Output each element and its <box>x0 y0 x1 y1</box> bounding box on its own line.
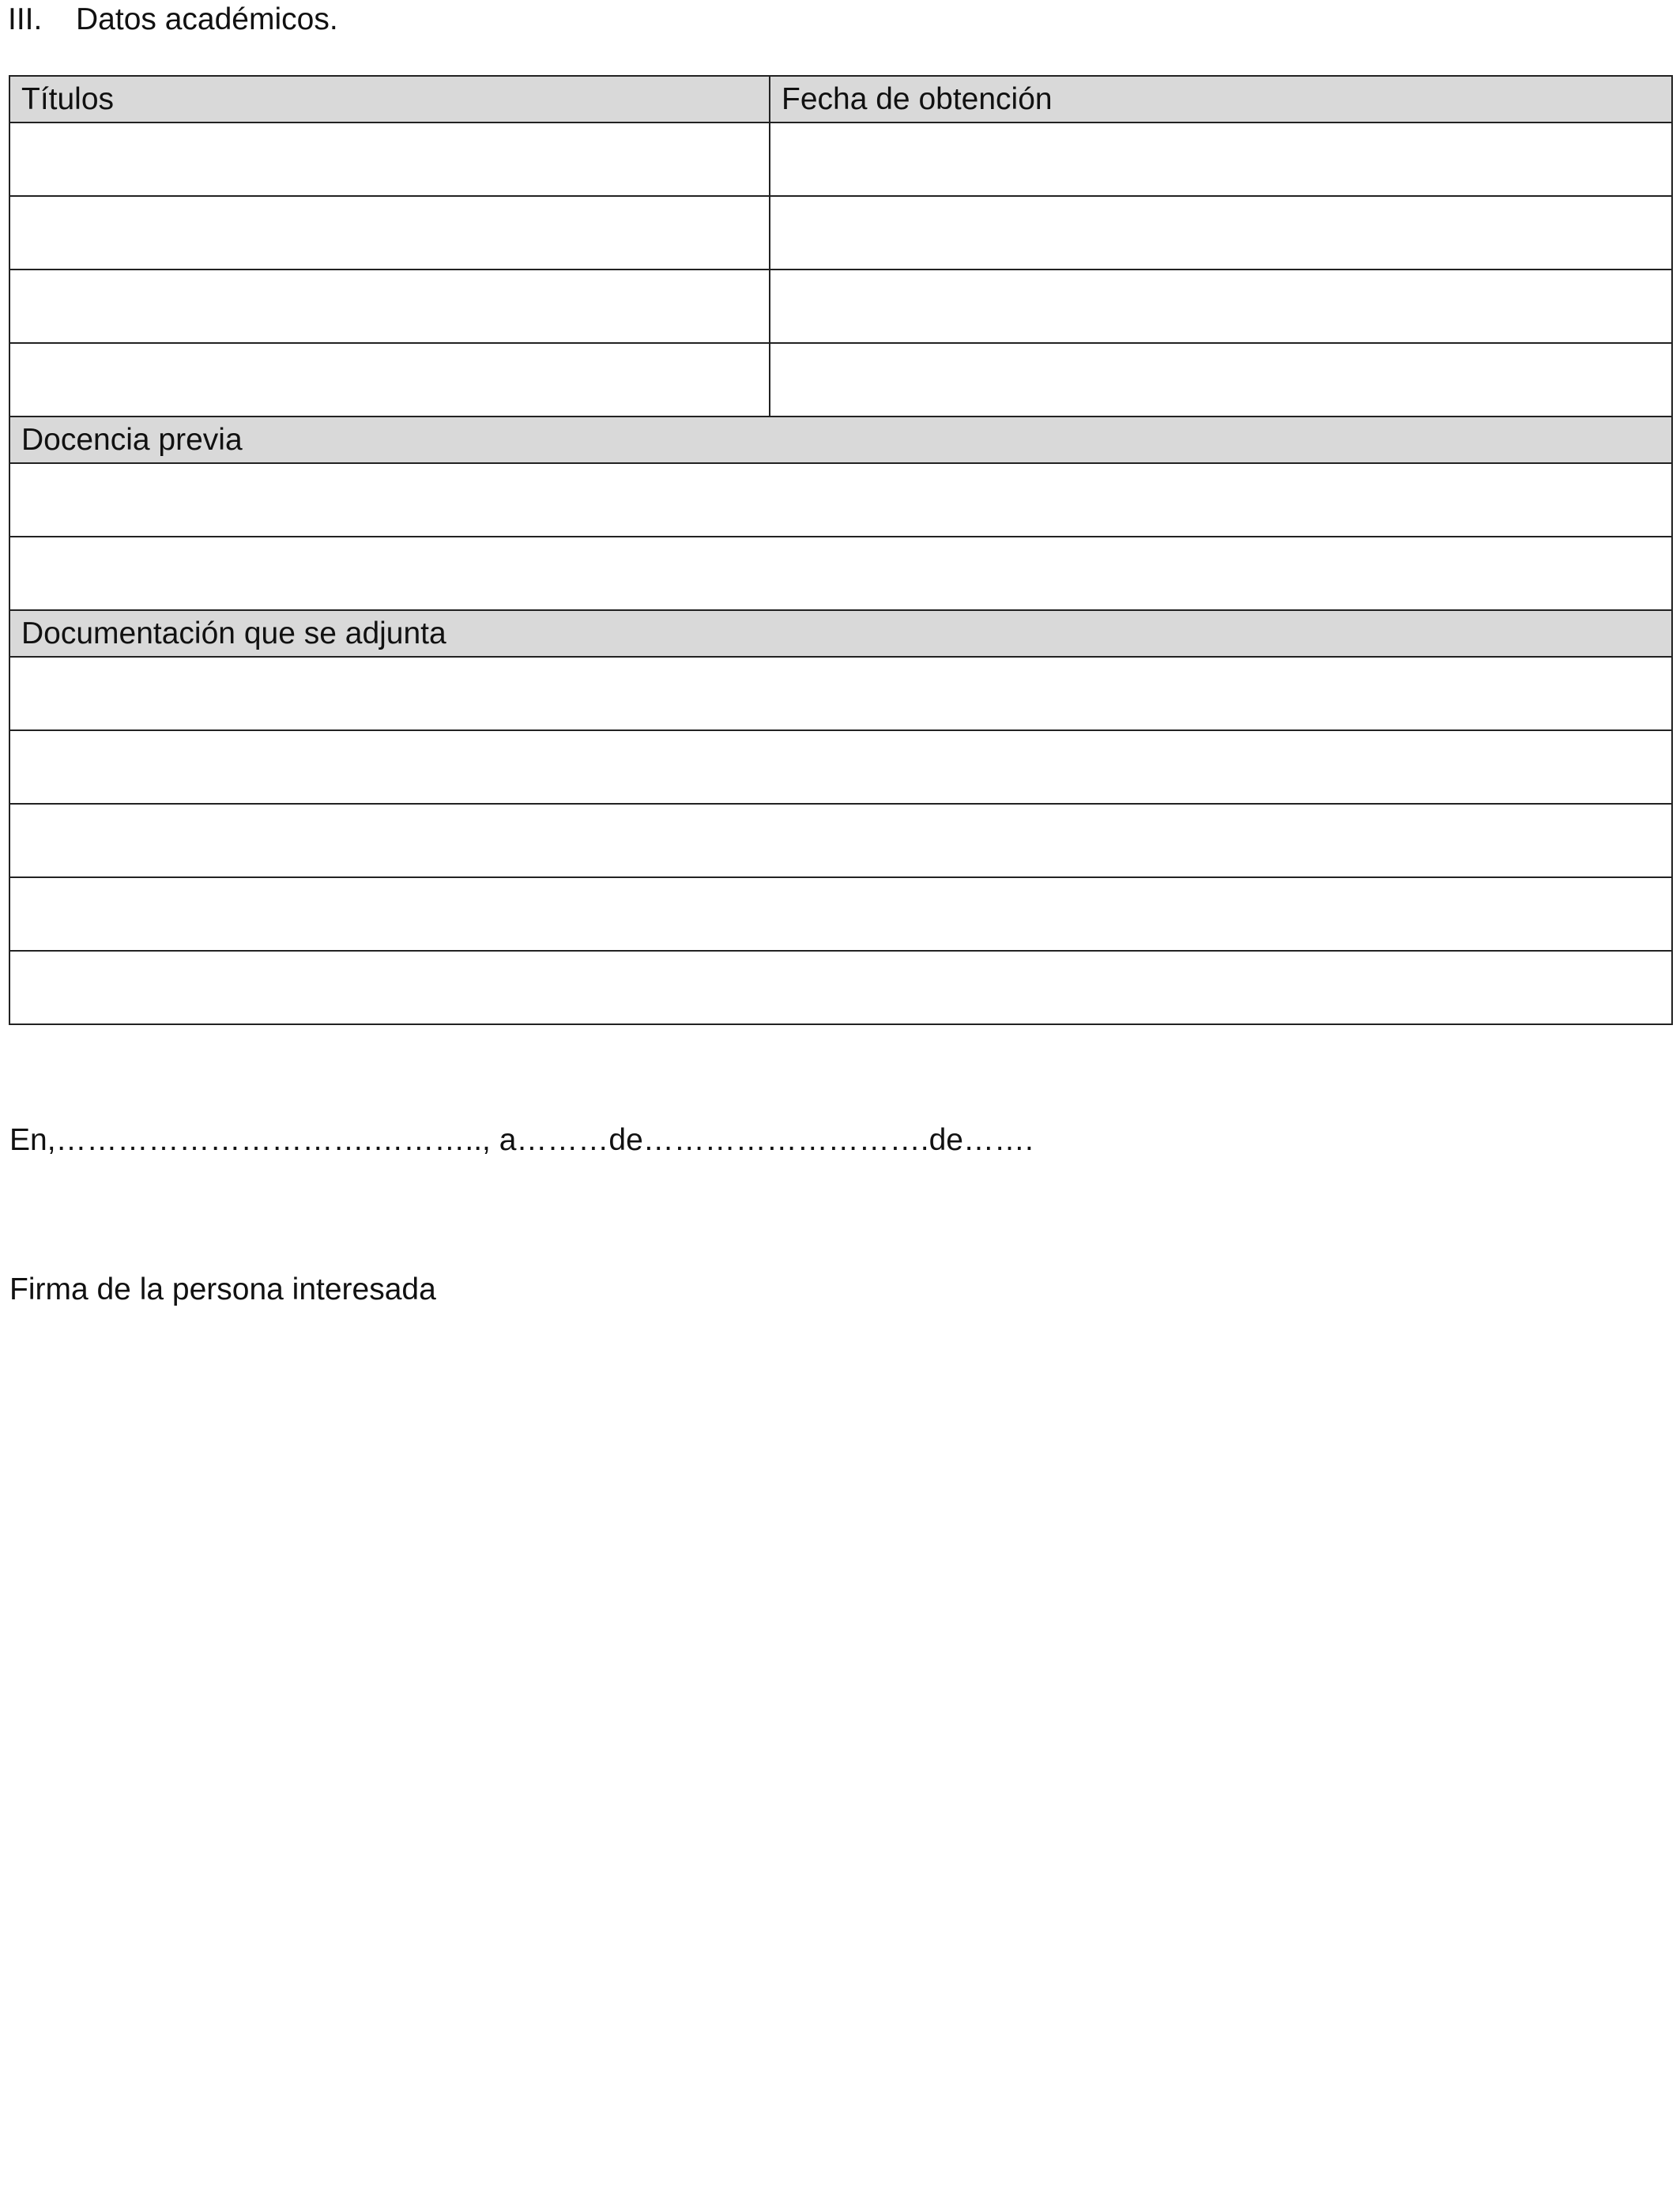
table-row <box>9 951 1672 1024</box>
fecha-input-cell[interactable] <box>770 196 1672 270</box>
academic-data-table <box>9 75 1673 1025</box>
table-row <box>9 196 1672 270</box>
table-row <box>9 804 1672 877</box>
titulo-input-cell[interactable] <box>9 123 770 196</box>
section-title: Datos académicos. <box>76 2 338 36</box>
titulos-header: Títulos <box>9 76 770 123</box>
table-row <box>9 343 1672 417</box>
docencia-input-cell[interactable] <box>9 537 1672 610</box>
titulo-input-cell[interactable] <box>9 343 770 417</box>
table-row <box>9 463 1672 537</box>
documentacion-input-cell[interactable] <box>9 804 1672 877</box>
docencia-input-cell[interactable] <box>9 463 1672 537</box>
fecha-input-cell[interactable] <box>770 123 1672 196</box>
fecha-obtencion-header: Fecha de obtención <box>770 76 1672 123</box>
table-row <box>9 877 1672 951</box>
table-row <box>9 730 1672 804</box>
table-row <box>9 657 1672 730</box>
documentacion-header-row <box>9 610 1672 657</box>
table-header-row <box>9 76 1672 123</box>
table-row <box>9 270 1672 343</box>
documentacion-input-cell[interactable] <box>9 657 1672 730</box>
documentacion-input-cell[interactable] <box>9 951 1672 1024</box>
docencia-previa-header: Docencia previa <box>9 417 1672 463</box>
fecha-input-cell[interactable] <box>770 343 1672 417</box>
section-number: III. <box>8 2 43 36</box>
table-row <box>9 537 1672 610</box>
documentacion-input-cell[interactable] <box>9 877 1672 951</box>
place-date-line: En,………………………….……….., a………de……………………….de……. <box>9 1123 1034 1157</box>
titulo-input-cell[interactable] <box>9 270 770 343</box>
fecha-input-cell[interactable] <box>770 270 1672 343</box>
section-heading <box>8 0 338 40</box>
docencia-header-row <box>9 417 1672 463</box>
table-row <box>9 123 1672 196</box>
signature-label: Firma de la persona interesada <box>9 1272 436 1306</box>
documentacion-header: Documentación que se adjunta <box>9 610 1672 657</box>
titulo-input-cell[interactable] <box>9 196 770 270</box>
documentacion-input-cell[interactable] <box>9 730 1672 804</box>
